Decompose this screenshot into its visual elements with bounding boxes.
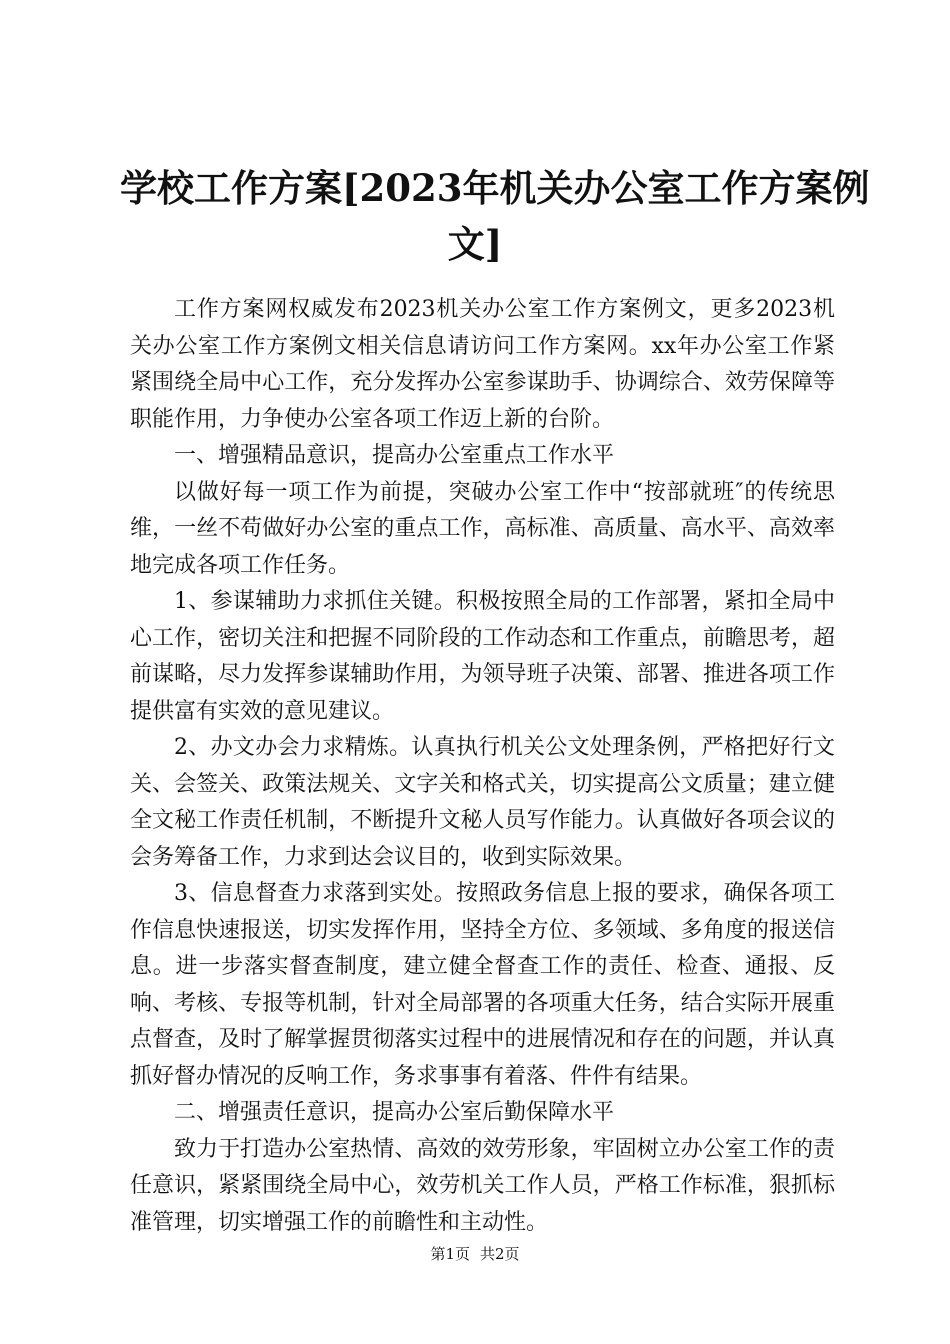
document-title: [120, 160, 870, 272]
section-heading-1: 一、增强精品意识，提高办公室重点工作水平: [174, 443, 615, 468]
intro-paragraph: 工作方案网权威发布2023机关办公室工作方案例文，更多2023机关办公室工作方案例文相关信息请访问工作方案网。xx年办公室工作紧紧围绕全局中心工作，充分发挥办公室参谋助手、协调综合、效劳保障等职能作用，力争使办公室各项工作迈上新的台阶。: [130, 297, 835, 432]
page-number: 第1页: [430, 1245, 470, 1263]
document-body: [130, 292, 835, 1241]
body-paragraph: 致力于打造办公室热情、高效的效劳形象，牢固树立办公室工作的责任意识，紧紧围绕全局中心，效劳机关工作人员，严格工作标准，狠抓标准管理，切实增强工作的前瞻性和主动性。: [130, 1136, 835, 1235]
body-paragraph: 2、办文办会力求精炼。认真执行机关公文处理条例，严格把好行文关、会签关、政策法规关、文字关和格式关，切实提高公文质量；建立健全文秘工作责任机制，不断提升文秘人员写作能力。认真做好各项会议的会务筹备工作，力求到达会议目的，收到实际效果。: [130, 735, 835, 870]
title-line-2: 文]: [447, 222, 503, 266]
body-paragraph: 3、信息督查力求落到实处。按照政务信息上报的要求，确保各项工作信息快速报送，切实发挥作用，坚持全方位、多领域、多角度的报送信息。进一步落实督查制度，建立健全督查工作的责任、检查、通报、反响、考核、专报等机制，针对全局部署的各项重大任务，结合实际开展重点督查，及时了解掌握贯彻落实过程中的进展情况和存在的问题，并认真抓好督办情况的反响工作，务求事事有着落、件件有结果。: [130, 881, 835, 1089]
title-line-1: 学校工作方案[2023年机关办公室工作方案例: [120, 166, 870, 210]
body-paragraph: 1、参谋辅助力求抓住关键。积极按照全局的工作部署，紧扣全局中心工作，密切关注和把握不同阶段的工作动态和工作重点，前瞻思考，超前谋略，尽力发挥参谋辅助作用，为领导班子决策、部署、推进各项工作提供富有实效的意见建议。: [130, 589, 835, 724]
section-heading-2: 二、增强责任意识，提高办公室后勤保障水平: [174, 1100, 615, 1125]
body-paragraph: 以做好每一项工作为前提，突破办公室工作中“按部就班″的传统思维，一丝不苟做好办公室的重点工作，高标准、高质量、高水平、高效率地完成各项工作任务。: [130, 479, 835, 578]
page-total: 共2页: [480, 1245, 520, 1263]
page-footer: [0, 1244, 950, 1264]
